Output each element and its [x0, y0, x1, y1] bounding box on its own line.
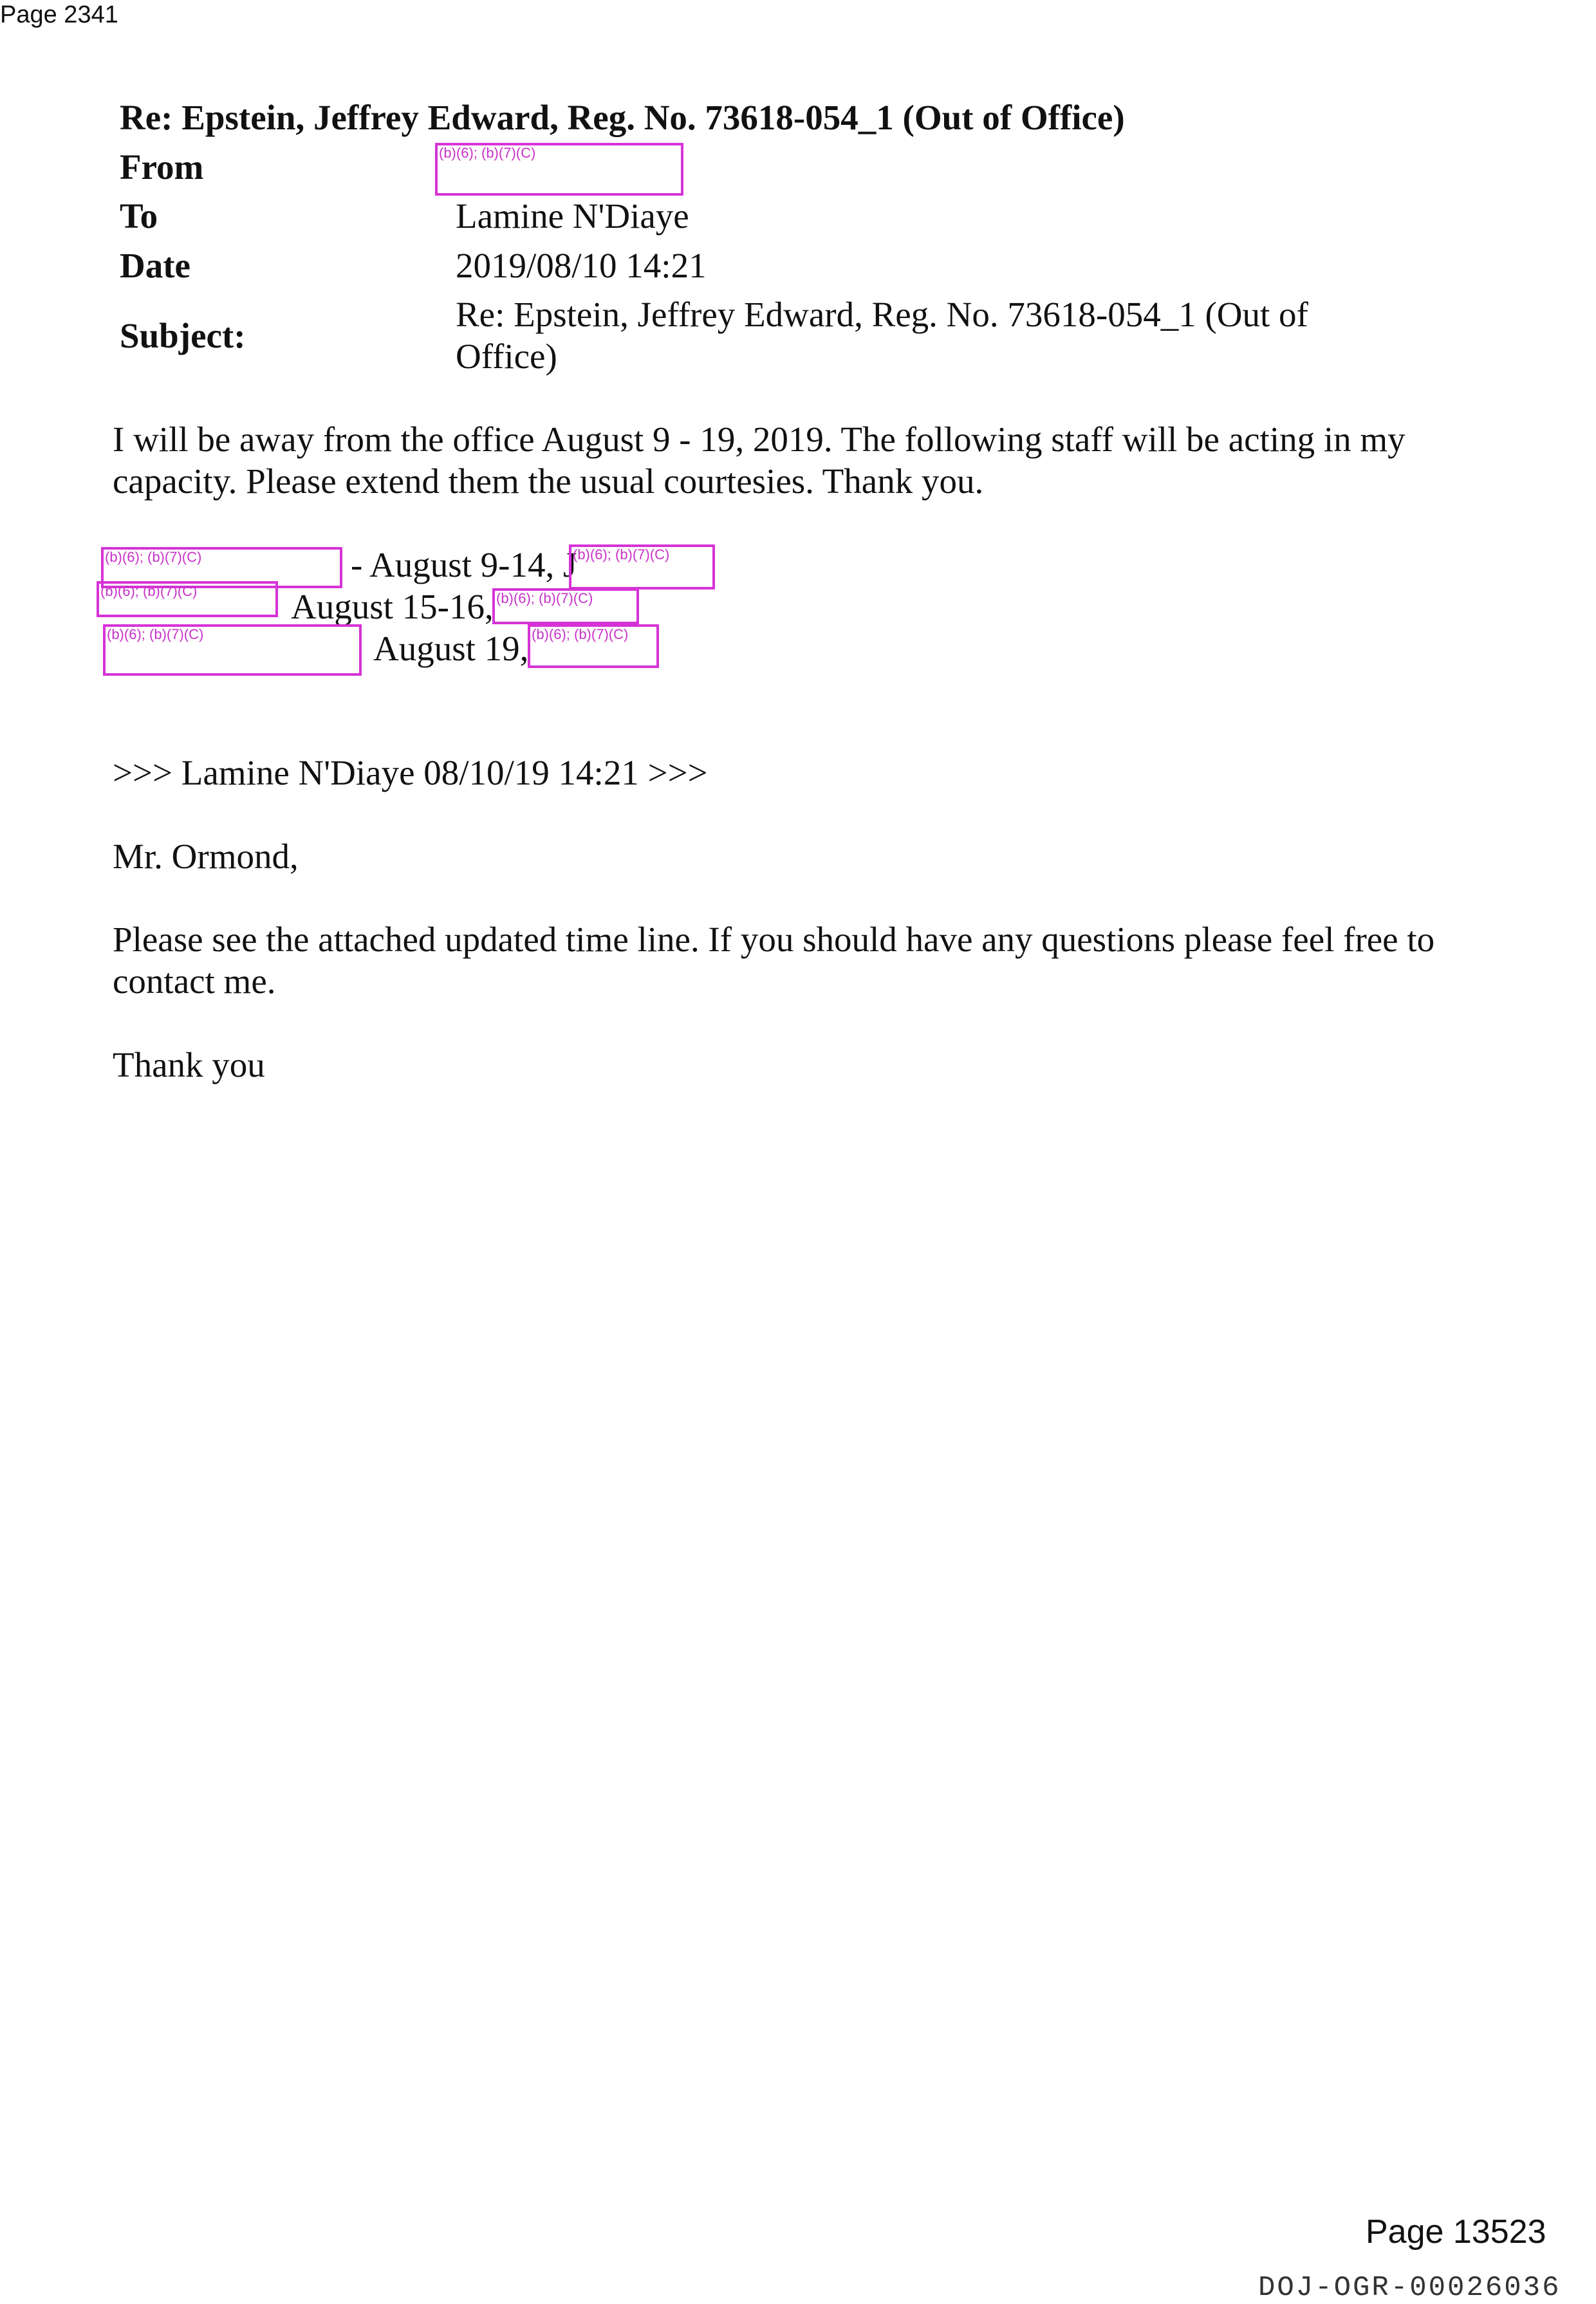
- forward-header: >>> Lamine N'Diaye 08/10/19 14:21 >>>: [113, 753, 708, 792]
- salutation: Mr. Ormond,: [113, 837, 299, 876]
- redaction-box-from: [435, 143, 683, 196]
- page-label: Page 2341: [0, 1, 118, 28]
- footer-page-number: Page 13523: [1366, 2213, 1546, 2251]
- acting-1-dates: - August 9-14,: [351, 545, 555, 584]
- redaction-code: (b)(6); (b)(7)(C): [100, 583, 198, 599]
- subject-label: Subject:: [120, 316, 246, 355]
- to-label: To: [120, 196, 158, 236]
- subject-line-2: Office): [456, 337, 557, 376]
- closing: Thank you: [113, 1045, 265, 1084]
- acting-1-tail: J: [563, 545, 577, 584]
- redaction-code: (b)(6); (b)(7)(C): [107, 626, 204, 642]
- acting-2-dates: August 15-16,: [291, 587, 494, 626]
- body-paragraph-1-line-1: I will be away from the office August 9 - 19, 2019. The following staff will be acting in my: [113, 420, 1406, 459]
- date-label: Date: [120, 246, 190, 285]
- redaction-box-acting-3-title: [528, 624, 659, 668]
- redaction-code: (b)(6); (b)(7)(C): [439, 145, 536, 161]
- redaction-box-acting-3-name: [103, 624, 362, 676]
- from-label: From: [120, 147, 204, 187]
- redaction-code: (b)(6); (b)(7)(C): [573, 546, 670, 562]
- to-value: Lamine N'Diaye: [456, 196, 689, 236]
- date-value: 2019/08/10 14:21: [456, 246, 707, 285]
- email-title: Re: Epstein, Jeffrey Edward, Reg. No. 73618-054_1 (Out of Office): [120, 98, 1125, 137]
- bates-number: DOJ-OGR-00026036: [1258, 2272, 1561, 2304]
- redaction-box-acting-2-name: [97, 581, 278, 617]
- redaction-code: (b)(6); (b)(7)(C): [496, 590, 593, 606]
- redaction-box-acting-1-title: [569, 544, 715, 590]
- acting-3-dates: August 19,: [373, 629, 529, 668]
- body-paragraph-2-line-2: contact me.: [113, 962, 276, 1001]
- body-paragraph-1-line-2: capacity. Please extend them the usual courtesies. Thank you.: [113, 461, 984, 501]
- redaction-box-acting-2-title: [492, 588, 639, 624]
- redaction-code: (b)(6); (b)(7)(C): [105, 549, 202, 565]
- body-paragraph-2-line-1: Please see the attached updated time line. If you should have any questions please feel free to: [113, 920, 1435, 959]
- redaction-code: (b)(6); (b)(7)(C): [532, 626, 629, 642]
- subject-line-1: Re: Epstein, Jeffrey Edward, Reg. No. 73618-054_1 (Out of: [456, 295, 1308, 334]
